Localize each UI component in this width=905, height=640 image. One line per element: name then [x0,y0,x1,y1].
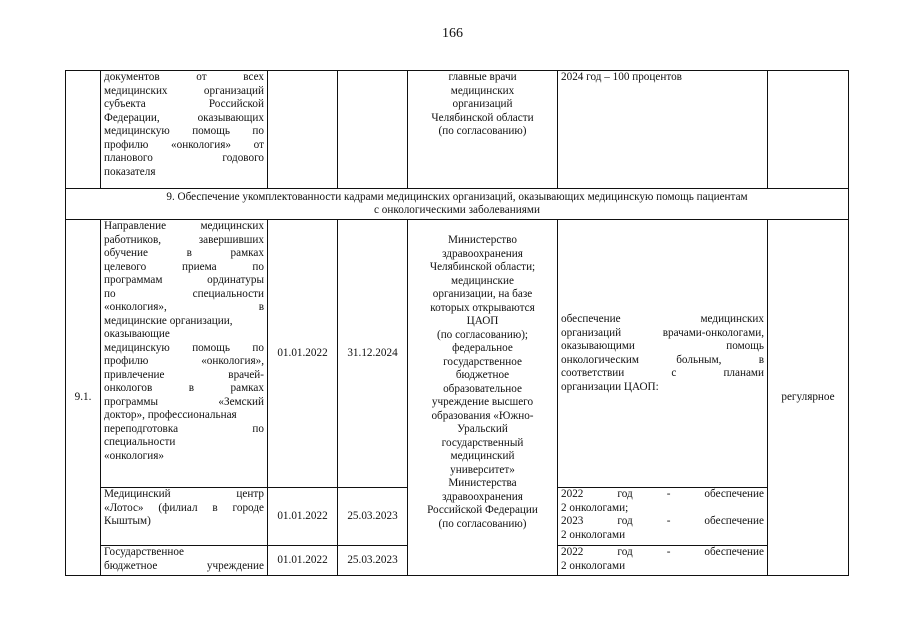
event-line: показателя [104,165,156,178]
responsible-line: здравоохранения [442,490,523,503]
responsible-line: (по согласованию) [438,125,527,137]
event-line: программам ординатуры [104,274,264,286]
event-line: медицинские организации, [104,314,233,327]
cell-start [268,71,338,189]
cell-end: 31.12.2024 [338,220,408,488]
cell-responsible [408,71,558,189]
result-line: 2022 год - обеспечение [561,488,764,500]
responsible-line: учреждение высшего [431,396,534,408]
event-line: Кыштым) [104,515,151,527]
event-line: Федерации, оказывающих [104,111,264,124]
cell-result [558,220,768,488]
responsible-line: медицинских [450,84,515,97]
responsible-line: образования «Южно- [431,409,534,422]
event-line: переподготовка по [104,422,264,435]
section-heading-row [66,189,849,220]
event-line: медицинских организаций [104,84,264,97]
event-line: программы «Земский [104,395,264,408]
cell-result [558,488,768,546]
result-line: 2 онкологами [561,528,626,541]
event-line: «онкология» [104,449,164,462]
responsible-line: Министерства [448,477,517,489]
event-line: планового годового [104,152,264,164]
result-line: 2024 год – 100 процентов [561,71,682,83]
responsible-line: здравоохранения [442,247,523,260]
cell-start: 01.01.2022 [268,546,338,576]
responsible-line: которых открываются [430,301,535,314]
responsible-line: государственное [443,355,522,368]
result-line: организации ЦАОП: [561,380,659,393]
event-line: целевого приема по [104,260,264,273]
event-line: профилю «онкология», [104,355,264,367]
result-line: организаций врачами-онкологами, [561,326,764,339]
event-line: Направление медицинских [104,220,264,232]
responsible-line: Челябинской области [431,111,534,124]
responsible-line: Уральский [457,423,508,435]
cell-end [338,71,408,189]
cell-periodicity [768,71,849,189]
event-line: доктор», профессиональная [104,409,237,421]
cell-result [558,546,768,576]
event-line: работников, завершивших [104,233,264,246]
event-line: Медицинский центр [104,488,264,500]
section-heading-line: с онкологическими заболеваниями [374,204,540,216]
cell-end: 25.03.2023 [338,546,408,576]
section-heading-line: 9. Обеспечение укомплектованности кадрами медицинских организаций, оказывающих медицинскую помощь пациентам [166,190,748,203]
responsible-line: Российской Федерации [427,504,538,516]
cell-periodicity: регулярное [768,220,849,576]
responsible-line: организации, на базе [432,288,533,300]
responsible-line: медицинский [450,450,515,462]
result-line: онкологическим больным, в [561,353,764,366]
event-line: документов от всех [104,71,264,83]
section-heading [66,189,849,220]
cell-number: 9.1. [66,220,101,576]
responsible-line: университет» [450,463,515,476]
cell-start: 01.01.2022 [268,220,338,488]
event-line: Государственное [104,546,185,558]
result-line: 2022 год - обеспечение [561,546,764,558]
cell-responsible [408,220,558,576]
responsible-line: государственный [441,436,524,449]
cell-start: 01.01.2022 [268,488,338,546]
cell-event [101,488,268,546]
responsible-line: медицинские [451,274,514,287]
responsible-line: (по согласованию); [436,328,529,341]
event-line: «Лотос» (филиал в городе [104,501,264,514]
cell-event [101,71,268,189]
event-line: «онкология», в [104,301,264,313]
event-line: по специальности [104,287,264,300]
cell-result [558,71,768,189]
cell-event [101,220,268,488]
cell-number [66,71,101,189]
result-line: оказывающими помощь [561,340,764,352]
result-line: соответствии с планами [561,367,764,379]
event-line: бюджетное учреждение [104,559,264,572]
result-line: 2023 год - обеспечение [561,515,764,527]
cell-event [101,546,268,576]
event-line: профилю «онкология» от [104,138,264,151]
event-line: медицинскую помощь по [104,341,264,354]
plan-table [65,70,849,576]
event-line: медицинскую помощь по [104,125,264,137]
responsible-line: организаций [452,98,513,110]
responsible-line: главные врачи [448,71,517,83]
table-row-9-1 [66,220,849,488]
responsible-line: бюджетное [455,369,510,381]
responsible-line: Челябинской области; [429,261,536,273]
responsible-line: (по согласованию) [438,517,527,530]
responsible-line: ЦАОП [466,315,499,327]
result-line: обеспечение медицинских [561,313,764,325]
responsible-line: федеральное [452,342,513,354]
event-line: онкологов в рамках [104,382,264,394]
event-line: привлечение врачей- [104,368,264,381]
cell-end: 25.03.2023 [338,488,408,546]
page-number: 166 [442,26,463,41]
event-line: специальности [104,436,176,448]
event-line: субъекта Российской [104,98,264,110]
responsible-line: образовательное [443,382,522,395]
event-line: обучение в рамках [104,247,264,259]
table-row-continuation [66,71,849,189]
responsible-line: Министерство [448,234,517,246]
result-line: 2 онкологами; [561,501,629,514]
event-line: оказывающие [104,328,170,340]
result-line: 2 онкологами [561,559,626,572]
